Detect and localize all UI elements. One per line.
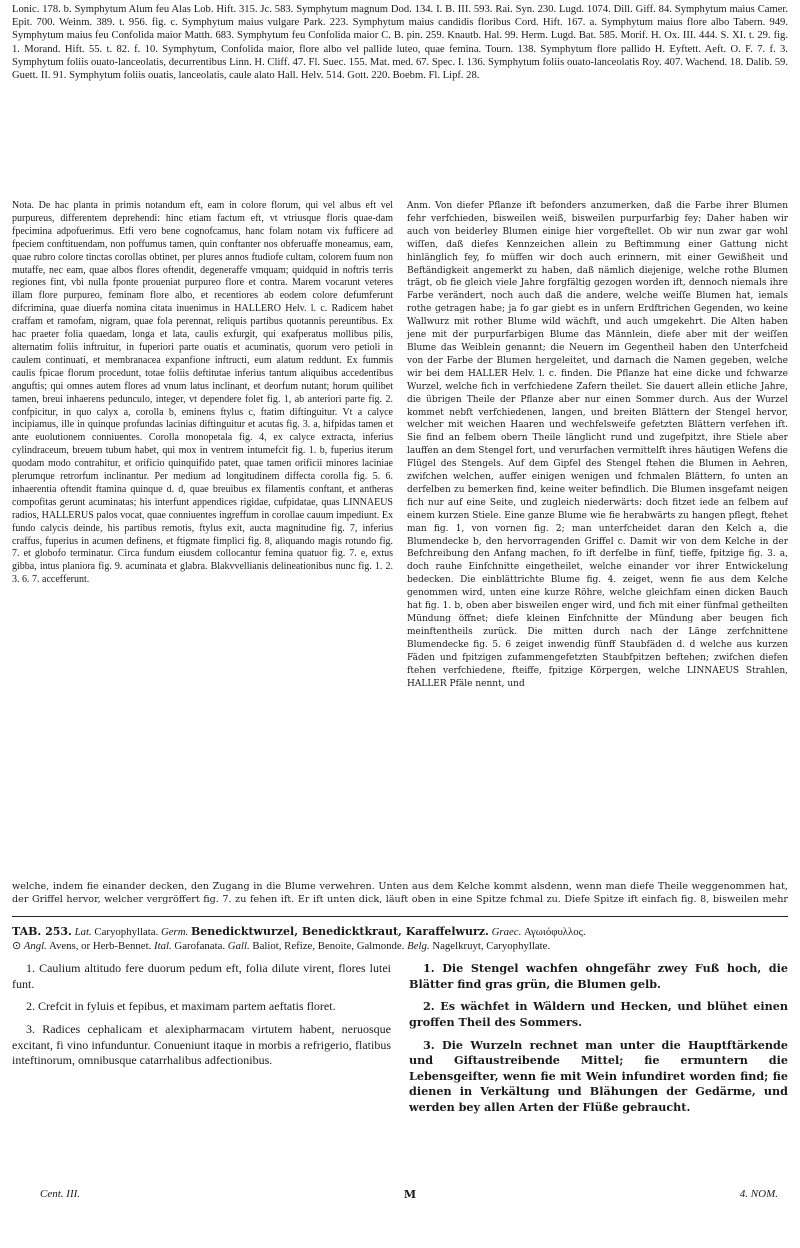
plate-number: TAB. 253. bbox=[12, 925, 72, 938]
german-property-item: 2. Es wächfet in Wäldern und Hecken, und blühet einen groffen Theil des Sommers. bbox=[409, 999, 788, 1029]
properties-section bbox=[12, 961, 788, 1122]
german-properties bbox=[409, 961, 788, 1122]
german-note-text: Anm. Von diefer Pflanze ift befonders anzumerken, daß die Farbe ihrer Blumen fehr verfchieden, bisweilen weiß, bisweilen purpurfarbig fey; Daher haben wir auch von beiderley Blumen einige hier vorgeftellet. Ob wir nun zwar gar wohl wiſſen, daß diefes Kennzeichen allein zu Beftimmung einer Gattung nicht hinlänglich fey, fo müffen wir doch auch erinnern, mit einer Gewißheit und Beftändigkeit angemerkt zu haben, daß nämlich diejenige, welche rothe Blumen trägt, ob fie gleich viele Jahre forgfältig gezogen worden ift, dennoch niemals ihre Farbe verändert, noch auch daß die andere, welche weiſſe Blumen hat, iemals rothe getragen habe; ja fo gar giebt es in unfern Erdftrichen Gegenden, wo keine Wallwurz mit rother Blume wild wächft, und auch umgekehrt. Die Alten haben jene mit der purpurfarbigen Blume das Männlein, diefe aber mit der weiſſen Blume das Weiblein genannt; die Neuern im Gegentheil haben den Unterfcheid von der Farbe der Blumen hergeleitet, und darnach die Namen gegeben, welche wir bei dem HALLER Helv. l. c. finden. Die Pflanze hat eine dicke und fchwarze Wurzel, welche fich in verfchiedene Zafern theilet. Sie dauert allein etliche Jahre, die übrigen Theile der Pflanze aber nur einen Sommer durch. Aus der Wurzel kommet nebft verfchiedenen, langen, und breiten Blättern der Stengel hervor, welcher mit weichen Haaren und wechfelsweife gefetzten Blättern verfehen ift. Sie find an felbem obern Theile länglicht rund und zugefpitzt, ihre Stiele aber lauffen an dem Stengel fort, und verurfachen vermittelft ihres häutigen Wefens die Flügel des Stengels. Auf dem Gipfel des Stengel ftehen die Blumen in Aehren, zwifchen welchen, auffer einigen wenigen und fchmalen Blättern, fo unten an derfelben zu bemerken find, keine weiter befindlich. Die Blumen insgefamt neigen fich nur auf eine Seite, und zugleich niederwärts: doch fitzet iede an felbem auf einem kurzen Stiele. Eine ganze Blume wie fie herabwärts zu hangen pflegt, ftehet man fig. 1, von vornen fig. 2; man unterfcheidet daran den Kelch a, die Blumendecke b, den hervorragenden Griffel c. Damit wir von dem Kelche in der Befchreibung den Anfang machen, fo ift derfelbe in fünf, tieffe, fpitzige fig. 3. a, doch rauhe Einfchnitte eingetheilet, welche einander vor ihrer Entwickelung bedecken. Die einblättrichte Blume fig. 4. zeiget, wenn fie aus dem Kelche genommen wird, unten eine kurze Röhre, welche gleichfam einen dicken Bauch hat fig. 1. b, oben aber bisweilen enger wird, und fich mit einer fünfmal getheilten Mündung öffnet; diefe kleinen Einfchnitte der Mündung aber beugen fich meinftentheils zurück. Die mitten durch nach der Länge zerfchnittene Blumendecke fig. 5. 6 zeiget inwendig fünff Staubfäden d. d welche aus kurzen Fäden und fpitzigen zufammengefetzten Staubfpitzen beftehen; zwifchen diefen ftehen verfchiedene, fteiffe, fpitzige Körpergen, welche LINNAEUS Strahlen, HALLER Pfäle nennt, und bbox=[407, 201, 788, 689]
angl-names: Avens, or Herb-Bennet. bbox=[48, 939, 152, 952]
footer-catchword: 4. NOM. bbox=[739, 1188, 778, 1200]
synonymy-paragraph: Lonic. 178. b. Symphytum Alum feu Alas Lob. Hift. 315. Jc. 583. Symphytum magnum Dod. 134. I. B. III. 593. Rai. Syn. 230. Lugd. 1074. Dill. Giff. 84. Symphytum maius Camer. Epit. 700. Weinm. 389. t. 956. fig. c. Symphytum maius vulgare Park. 223. Symphytum maius candidis floribus Cord. Hift. 167. a. Symphytum maius flore albo Tabern. 949. Symphytum maius feu Confolida maior Matth. 683. Symphytum feu Confolida maior C. B. pin. 259. Knautb. Hal. 99. Herm. Lugd. Bat. 585. Morif. H. Ox. III. 444. S. XI. t. 29. fig. 1. Morand. Hift. 55. t. 82. f. 10. Symphytum, Confolida maior, flore albo vel pallide luteo, quae femina. Tourn. 138. Symphytum flore pallido H. Eyftett. Aeft. O. F. 7. f. 3. Symphytum foliis ouato-lanceolatis, decurrentibus Linn. H. Cliff. 47. Fl. Suec. 155. Mat. med. 67. Spec. I. 136. Symphytum foliis ouato-lanceolatis Roy. 407. Wachend. 18. Dalib. 59. Guett. II. 91. Symphytum foliis ouatis, lanceolatis, caule alato Hall. Helv. 514. Gott. 220. Boebm. Fl. Lipf. 28. bbox=[12, 4, 788, 82]
germ-names: Benedicktwurzel, Benedicktkraut, Karaffelwurz. bbox=[190, 925, 489, 938]
latin-property-item: 1. Caulium altitudo fere duorum pedum eft, folia dilute virent, flores lutei funt. bbox=[12, 961, 391, 991]
latin-property-item: 2. Crefcit in fyluis et fepibus, et maximam partem aeftatis floret. bbox=[26, 999, 336, 1014]
graec-name: Αγωιόφυλλος. bbox=[523, 926, 586, 938]
belg-label: Belg. bbox=[407, 939, 430, 952]
german-note-column bbox=[407, 200, 788, 880]
latin-property-item: 3. Radices cephalicam et alexipharmacam virtutem habent, neruosque excitant, fi vino infunduntur. Conueniunt itaque in morbis a refrigerio, flatibus inteftinorum, omnibusque catarrhalibus adfectionibus. bbox=[12, 1021, 391, 1068]
notes-columns bbox=[12, 200, 788, 880]
german-property-item: 3. Die Wurzeln rechnet man unter die Hauptftärkende und Giftaustreibende Mittel; fie ermuntern die Lebensgeifter, wenn fie mit Wein infundiret worden find; fie dienen in Verkältung und Blähungen der Gedärme, und werden bey allen Arten der Flüße gebraucht. bbox=[409, 1037, 788, 1114]
graec-label: Graec. bbox=[491, 926, 522, 938]
perennial-symbol: ⊙ bbox=[12, 939, 22, 952]
herbal-page bbox=[12, 3, 788, 1243]
german-property-item: 1. Die Stengel wachfen ohngefähr zwey Fuß hoch, die Blätter find gras grün, die Blumen gelb. bbox=[409, 961, 788, 991]
ital-label: Ital. bbox=[154, 939, 172, 952]
section-divider bbox=[12, 916, 788, 917]
belg-name: Nagelkruyt, Caryophyllate. bbox=[432, 939, 551, 952]
footer-century: Cent. III. bbox=[40, 1188, 81, 1200]
gall-label: Gall. bbox=[227, 939, 250, 952]
latin-note-text: Nota. De hac planta in primis notandum eft, eam in colore florum, qui vel albus eft vel purpureus, differentem deprehendi: hinc etiam factum eft, vt vtriusque floris quae-dam fpecimina adpofuerimus. Etfi vero bene cognofcamus, hanc folam notam vix fufficere ad fpeciem conftituendam, non poffumus tamen, quin conftanter nos obferuaffe moneamus, eam, quae rubro colore tinctas corollas obtinet, per plures annos ftudiofe cultam, colorem fuum non mutaffe, nec eam, quae albos flores oftendit, degeneraffe vmquam; quidquid in noftris terris regiones fint, vbi nulla fponte proueniat purpureo flore et contra. Marem vocarunt veteres illam flore purpureo, feminam flore albo, et recentiores ab eodem colore defumferunt difcrimina, quae diuerfa nomina citata inuenimus in HALLERO Helv. l. c. Radicem habet craffam et ramofam, nigram, quae fola perennat, reliquis partibus quotannis pereuntibus. Ex hac praeter folia quaedam, longa et lata, caulis exfurgit, qui exafperatus mollibus pilis, alternatim foliis inftruitur, in fuperiori parte ouatis et acuminatis, quorum vero petioli in caulem continuati, et membranacea expanfione inftructi, eum alatum reddunt. Ex fummis caulis fpicae florum procedunt, totae foliis deftitutae inferius tantum aliquibus accedentibus anguftis; qui omnes autem flores ad vnum latus inclinant, et deorfum nutant; horum quilibet tamen, breui inhaerens pedunculo, integer, vt dependere folet fig. 1, ab anteriori parte fig. 2. confpicitur, in quo calyx a, corolla b, eminens ftylus c, ftatim diftinguitur. Vt a calyce incipiamus, ille in quinque profundas lacinias diftinguitur et acutas fig. 3. a, hifpidas tamen et ante euolutionem conniuentes. Corolla monopetala fig. 4, ex calyce extracta, inferius cylindraceum, breuem tubum habet, qui mox in ventrem intumefcit fig. 1. b, fuperius iterum quodam modo contrahitur, et orificio quinquifido patet, quae tamen orificii minores laciniae plerumque retrorfum inclinantur. Per medium ad longitudinem diffecta corolla fig. 5. 6. inhaerentia oftendit ftamina quinque d. d, quae breuibus ex filamentis conftant, et antheras compofitas gerunt acuminatas; his interfunt appendices rigidae, cufpidatae, quas LINNAEUS radios, HALLERUS palos vocat, quae conniuentes ingreffum in corollae cauum impediunt. Ex fundo calycis deinde, his partibus remotis, ftylus exit, aucta magnitudine fig. 7, inferius craffus, fuperius in acumen definens, et ftigmate fimplici fig. 8, aliquando magis rotundo fig. 7. et globofo terminatur. Circa fundum eiusdem collocantur femina quatuor fig. 7. e, extus gibba, intus planiora fig. 9. acuminata et glabra. Blakvvellianis delineationibus nunc fig. 1. 2. 3. 6. 7. accefferunt. bbox=[12, 200, 393, 586]
lat-label: Lat. bbox=[74, 926, 92, 938]
gall-names: Baliot, Refize, Benoite, Galmonde. bbox=[252, 939, 405, 952]
latin-note-column bbox=[12, 200, 393, 880]
german-note-continuation: welche, indem fie einander decken, den Zugang in die Blume verwehren. Unten aus dem Kelche kommt alsdenn, wenn man diefe Theile weggenommen hat, der Griffel hervor, welcher vergröffert fig. 7. zu fehen ift. Er ift unten dick, läuft oben in eine Spitze fchmal zu. Diefe Spitze ift einfach fig. 8, bisweilen mehr bbox=[12, 881, 788, 905]
lat-name: Caryophyllata. bbox=[94, 926, 159, 938]
footer-signature: M bbox=[403, 1188, 416, 1201]
ital-name: Garofanata. bbox=[174, 939, 226, 952]
plate-heading bbox=[12, 925, 788, 953]
angl-label: Angl. bbox=[23, 939, 47, 952]
latin-properties bbox=[12, 961, 391, 1122]
page-footer bbox=[40, 1188, 778, 1201]
germ-label: Germ. bbox=[160, 926, 189, 938]
